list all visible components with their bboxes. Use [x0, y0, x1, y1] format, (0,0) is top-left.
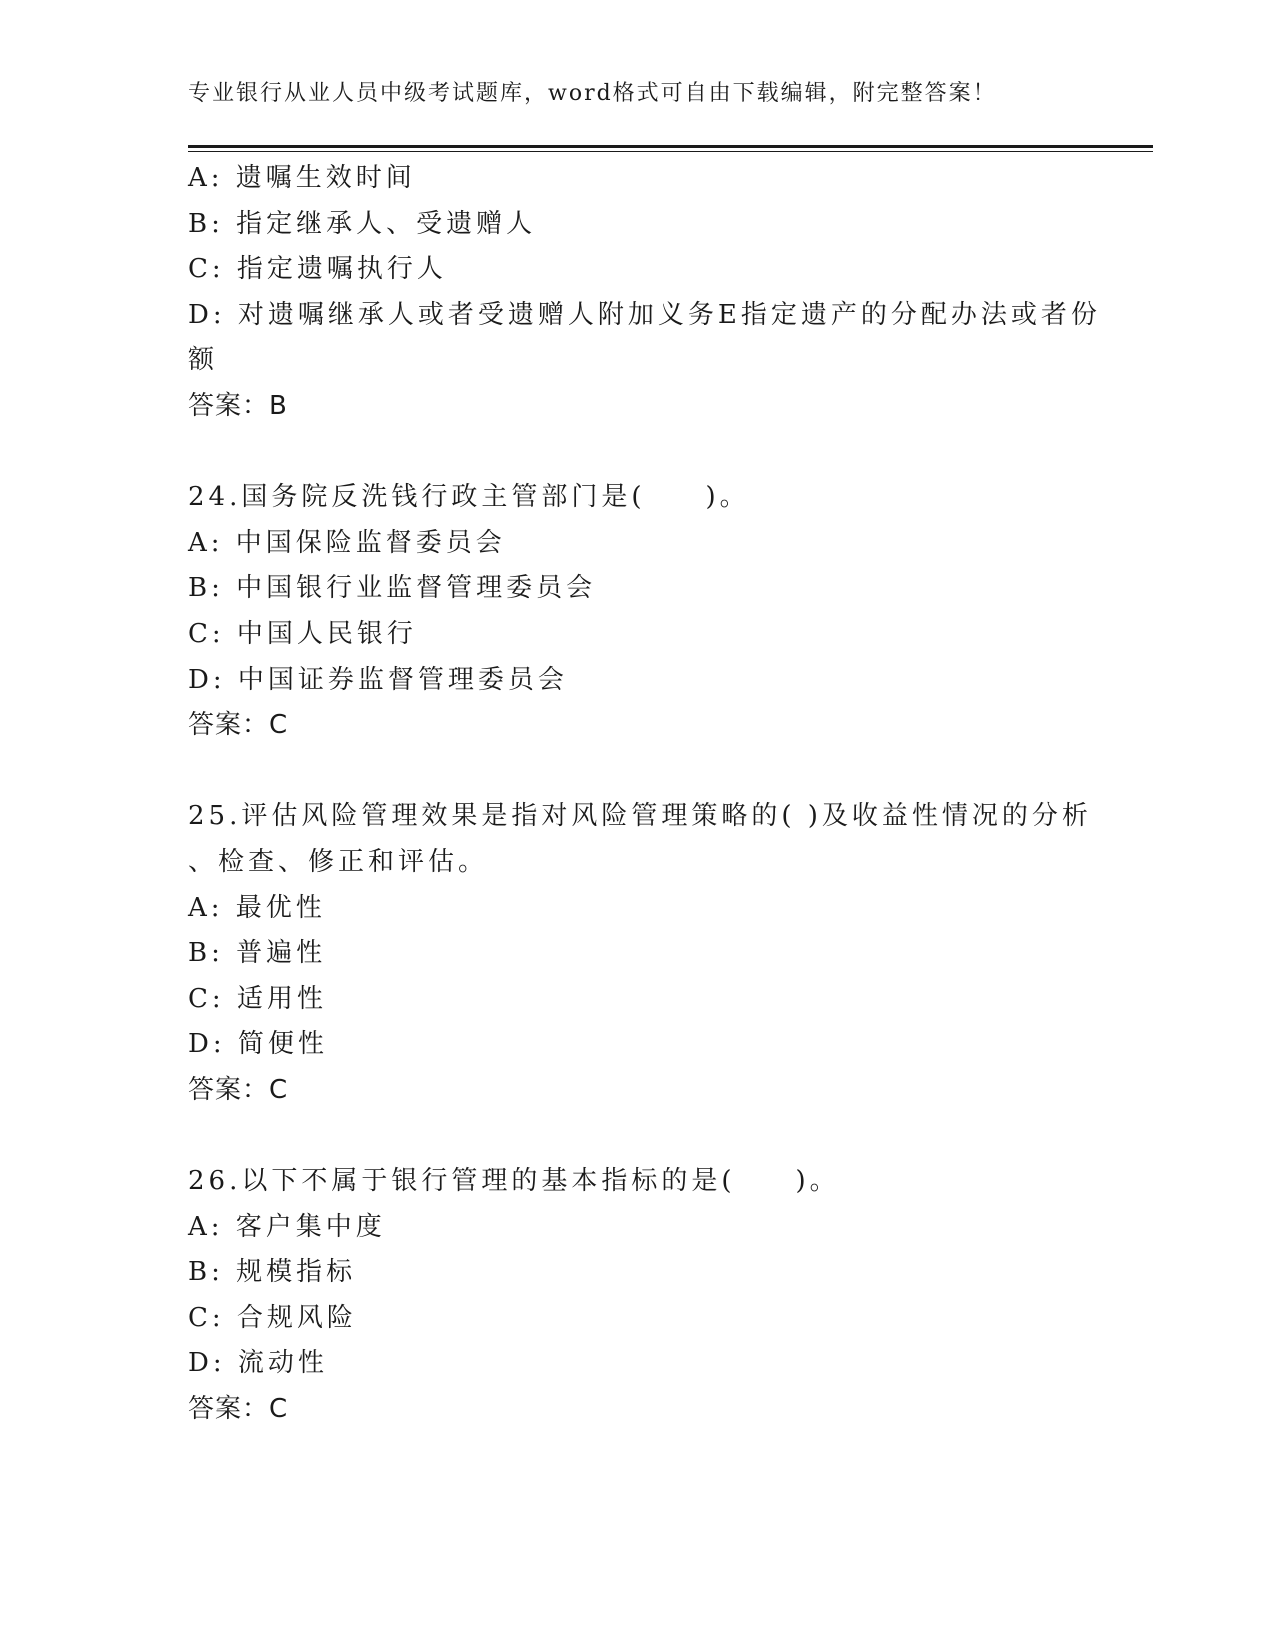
spacer — [188, 1113, 1088, 1159]
option-b: B: 规模指标 — [188, 1257, 357, 1288]
answer: 答案：C — [188, 1074, 289, 1105]
spacer — [188, 749, 1088, 795]
answer: 答案：B — [188, 390, 288, 421]
question-text: 26.以下不属于银行管理的基本指标的是( )。 — [188, 1166, 840, 1197]
option-c: C: 中国人民银行 — [188, 618, 417, 649]
option-b: B: 指定继承人、受遗赠人 — [188, 208, 537, 239]
question-25 — [188, 794, 1092, 1113]
option-d: D: 简便性 — [188, 1029, 328, 1060]
question-26 — [188, 1159, 1088, 1433]
question-24 — [188, 475, 1088, 749]
option-c: C: 合规风险 — [188, 1302, 357, 1333]
answer: 答案：C — [188, 710, 289, 741]
option-b: B: 普遍性 — [188, 938, 327, 969]
question-text: 25.评估风险管理效果是指对风险管理策略的( )及收益性情况的分析 — [188, 801, 1092, 832]
option-a: A: 最优性 — [188, 892, 326, 923]
option-d: D: 流动性 — [188, 1348, 328, 1379]
question-text: 24.国务院反洗钱行政主管部门是( )。 — [188, 482, 750, 513]
question-23 — [188, 156, 1101, 430]
spacer — [188, 430, 1088, 476]
option-d: D: 对遗嘱继承人或者受遗赠人附加义务E指定遗产的分配办法或者份 — [188, 299, 1101, 330]
option-a: A: 客户集中度 — [188, 1211, 386, 1242]
option-a: A: 中国保险监督委员会 — [188, 527, 506, 558]
answer: 答案：C — [188, 1394, 289, 1425]
question-text-continuation: 、检查、修正和评估。 — [188, 846, 489, 877]
header-rule-thick — [188, 145, 1153, 148]
header-rule-thin — [188, 151, 1153, 152]
option-d-continuation: 额 — [188, 345, 219, 376]
option-c: C: 指定遗嘱执行人 — [188, 254, 447, 285]
option-a: A: 遗嘱生效时间 — [188, 163, 416, 193]
option-d: D: 中国证券监督管理委员会 — [188, 664, 568, 695]
question-content — [188, 156, 1101, 1433]
page-header: 专业银行从业人员中级考试题库，word格式可自由下载编辑，附完整答案！ — [188, 81, 997, 106]
option-b: B: 中国银行业监督管理委员会 — [188, 573, 597, 604]
option-c: C: 适用性 — [188, 983, 327, 1014]
